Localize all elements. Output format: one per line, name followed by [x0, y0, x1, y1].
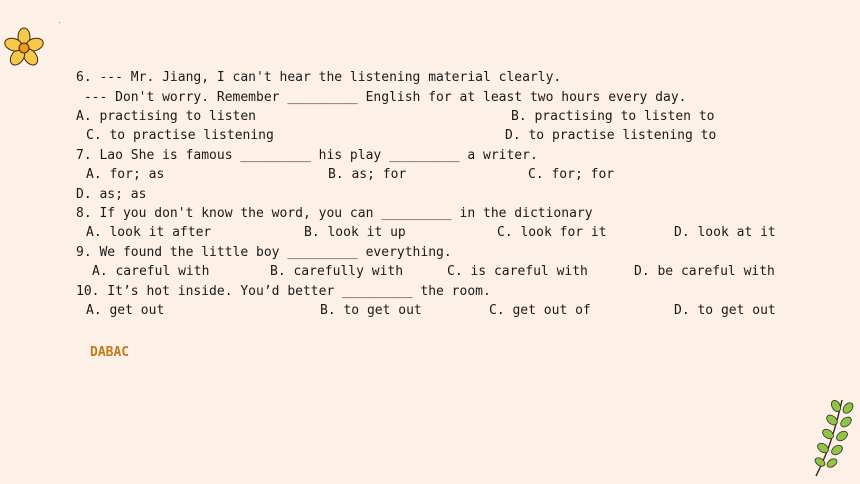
question-6-line-1: 6. --- Mr. Jiang, I can't hear the listening material clearly.: [76, 70, 562, 85]
question-7: 7. Lao She is famous _________ his play _________ a writer.: [76, 148, 538, 163]
option-9d: D. be careful with: [634, 264, 775, 279]
option-6a: A. practising to listen: [76, 109, 257, 124]
answer-key: DABAC: [90, 345, 130, 360]
option-10b: B. to get out: [320, 303, 422, 318]
option-6b: B. practising to listen to: [511, 109, 715, 124]
option-10c: C. get out of: [489, 303, 591, 318]
option-7b: B. as; for: [328, 167, 407, 182]
option-9c: C. is careful with: [447, 264, 588, 279]
option-9b: B. carefully with: [270, 264, 404, 279]
option-10d: D. to get out: [674, 303, 776, 318]
question-8: 8. If you don't know the word, you can _________ in the dictionary: [76, 206, 593, 221]
option-9a: A. careful with: [92, 264, 210, 279]
option-8b: B. look it up: [304, 225, 406, 240]
question-6-line-2: --- Don't worry. Remember _________ English for at least two hours every day.: [76, 90, 687, 105]
option-6c: C. to practise listening: [86, 128, 274, 143]
leaf-vine-icon: [808, 396, 858, 478]
option-7d: D. as; as: [76, 187, 147, 202]
flower-icon: [2, 26, 46, 70]
option-6d: D. to practise listening to: [505, 128, 717, 143]
question-9: 9. We found the little boy _________ everything.: [76, 245, 452, 260]
option-8c: C. look for it: [497, 225, 607, 240]
question-10: 10. It’s hot inside. You’d better _________ the room.: [76, 284, 491, 299]
dot-mark: ·: [58, 18, 61, 27]
option-7a: A. for; as: [86, 167, 165, 182]
option-10a: A. get out: [86, 303, 165, 318]
option-8a: A. look it after: [86, 225, 212, 240]
option-8d: D. look at it: [674, 225, 776, 240]
option-7c: C. for; for: [528, 167, 615, 182]
